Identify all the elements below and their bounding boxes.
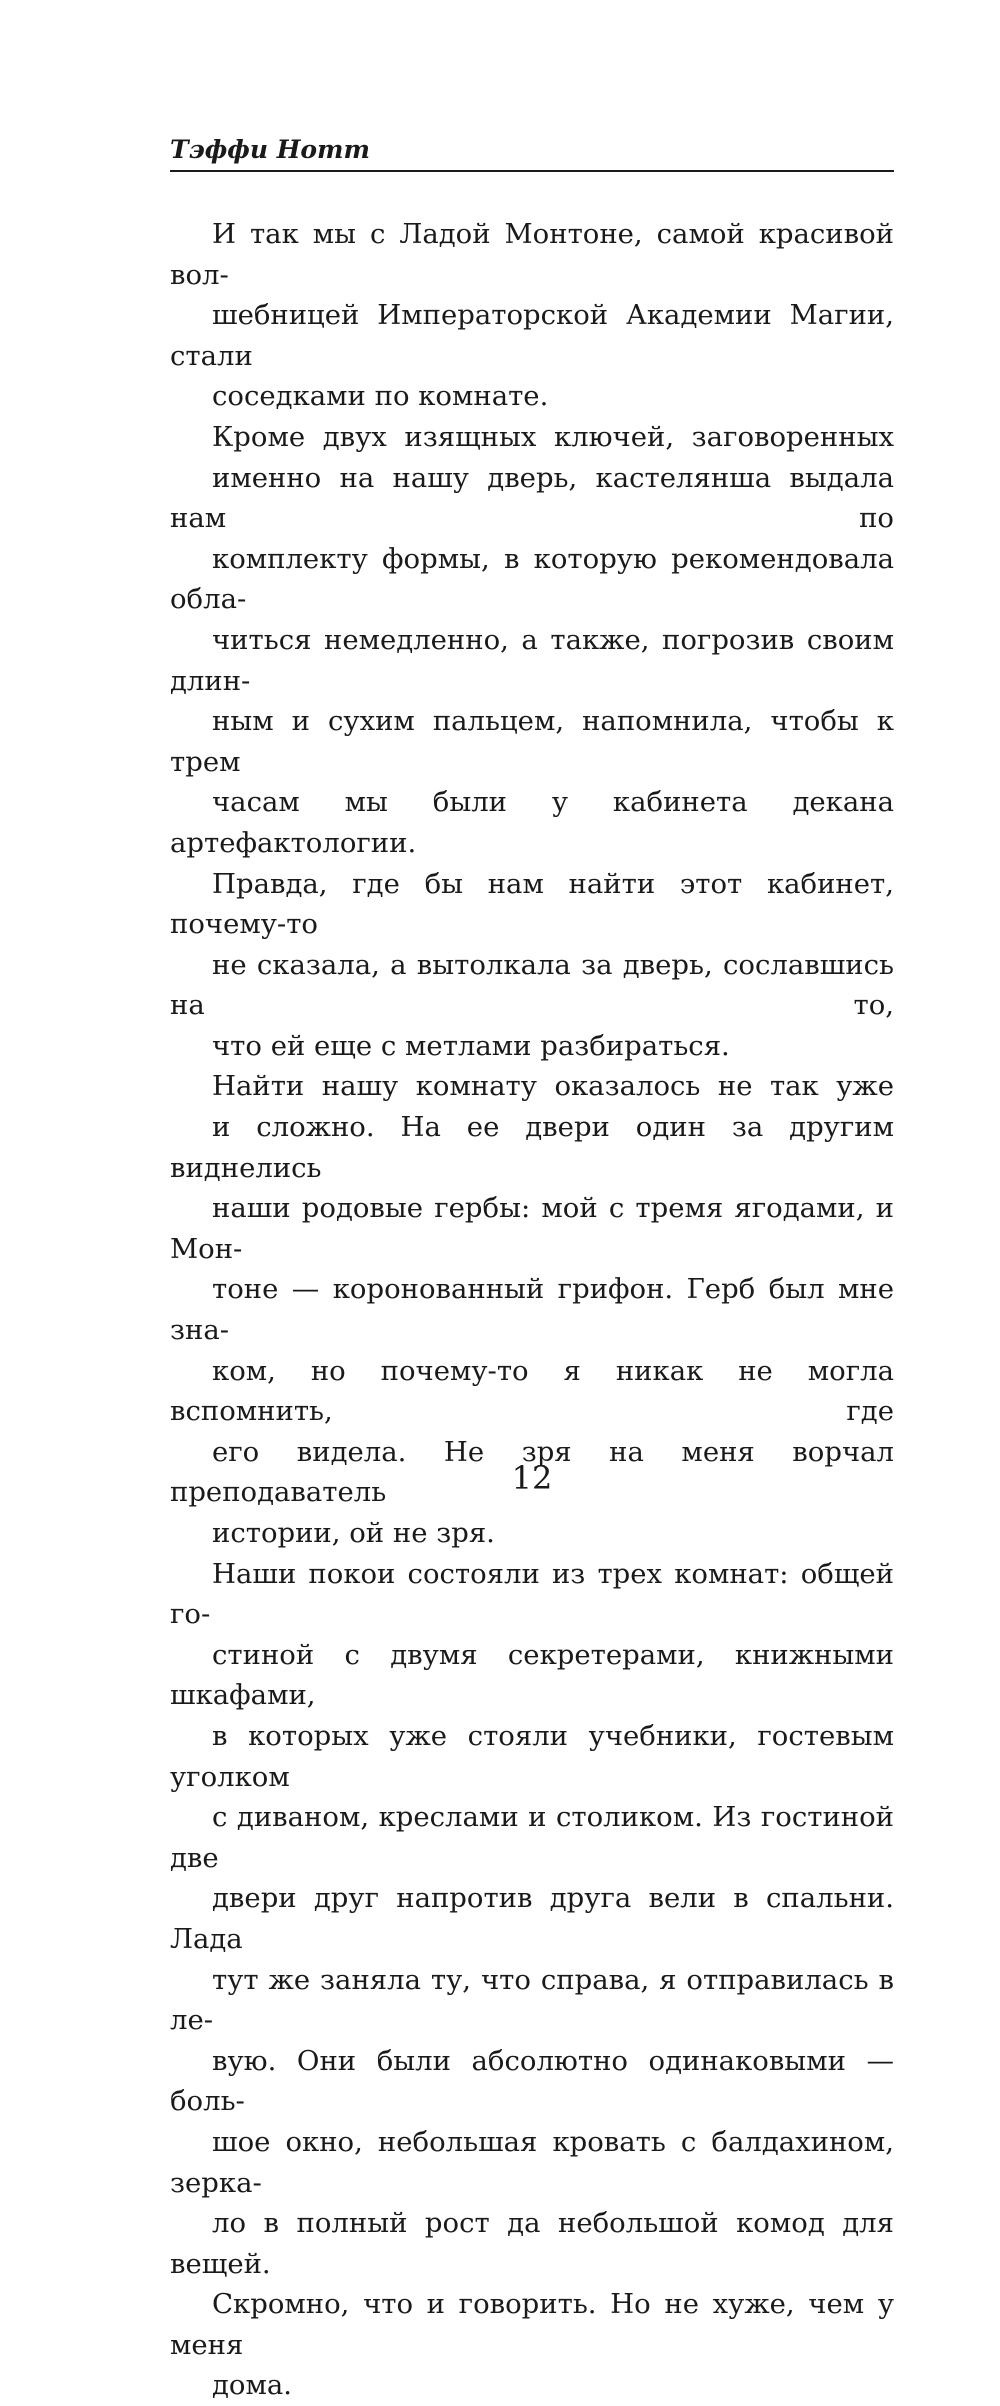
text-line: Найти нашу комнату оказалось не так уже (212, 1070, 894, 1103)
text-line: Кроме двух изящных ключей, заговоренных (212, 420, 894, 453)
text-line: не сказала, а вытолкала за дверь, сославшись на то, (170, 948, 894, 1022)
text-line: комплекту формы, в которую рекомендовала обла- (170, 542, 894, 616)
text-line: ком, но почему-то я никак не могла вспомнить, где (170, 1354, 894, 1428)
text-line: вую. Они были абсолютно одинаковыми — боль- (170, 2044, 894, 2118)
text-line: Скромно, что и говорить. Но не хуже, чем у меня (170, 2288, 894, 2361)
paragraph (170, 214, 894, 417)
page-number: 12 (511, 1459, 553, 1497)
text-line: соседками по комнате. (212, 380, 549, 413)
text-line: истории, ой не зря. (212, 1517, 495, 1549)
text-line: И так мы с Ладой Монтоне, самой красивой вол- (170, 218, 894, 291)
text-line: его видела. Не зря на меня ворчал преподаватель (170, 1435, 894, 1509)
text-line: шое окно, небольшая кровать с балдахином, зерка- (170, 2125, 894, 2199)
text-line: Правда, где бы нам найти этот кабинет, почему-то (170, 867, 894, 941)
paragraph (170, 417, 894, 1067)
text-line: что ей еще с метлами разбираться. (212, 1029, 730, 1062)
text-line: в которых уже стояли учебники, гостевым уголком (170, 1719, 894, 1793)
text-line: часам мы были у кабинета декана артефактологии. (170, 786, 894, 859)
paragraph (170, 1554, 894, 2406)
body-text (170, 214, 894, 2406)
text-line: тоне — коронованный грифон. Герб был мне зна- (170, 1273, 894, 1347)
text-line: ло в полный рост да небольшой комод для вещей. (170, 2207, 894, 2280)
text-line: тут же заняла ту, что справа, я отправилась в ле- (170, 1963, 894, 2037)
text-line: именно на нашу дверь, кастелянша выдала нам по (170, 461, 894, 535)
text-line: наши родовые гербы: мой с тремя ягодами, и Мон- (170, 1192, 894, 1265)
text-line: двери друг напротив друга вели в спальни. Лада (170, 1882, 894, 1955)
text-line: с диваном, креслами и столиком. Из гостиной две (170, 1801, 894, 1874)
text-line: и сложно. На ее двери один за другим виднелись (170, 1111, 894, 1184)
text-line: Наши покои состояли из трех комнат: общей го- (170, 1557, 894, 1631)
text-line: читься немедленно, а также, погрозив своим длин- (170, 623, 894, 697)
text-line: стиной с двумя секретерами, книжными шкафами, (170, 1638, 894, 1712)
text-line: шебницей Императорской Академии Магии, стали (170, 299, 894, 372)
text-line: ным и сухим пальцем, напомнила, чтобы к трем (170, 705, 894, 778)
header-rule (170, 170, 894, 172)
running-head-author: Тэффи Нотт (170, 135, 370, 164)
text-line: дома. (212, 2369, 293, 2402)
